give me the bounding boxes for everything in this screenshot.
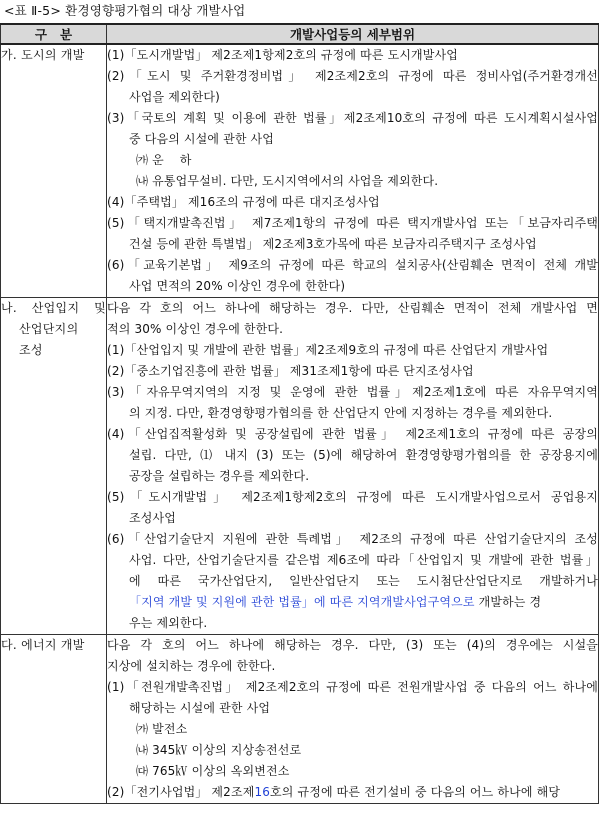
list-item: ㈏ 유통업무설비. 다만, 도시지역에서의 사업을 제외한다. (136, 174, 439, 188)
table-header-row (1, 24, 599, 44)
table-caption: <표 Ⅱ-5> 환경영향평가협의 대상 개발사업 (4, 3, 246, 18)
linked-law-reference: 「지역 개발 및 지원에 관한 법률」에 따른 지역개발사업구역으로 (129, 595, 475, 609)
list-item: 에 따른 국가산업단지, 일반산업단지 또는 도시첨단산업단지로 개발하거나 (129, 574, 598, 588)
list-item (107, 782, 598, 803)
list-item: 건설 등에 관한 특별법」 제2조제3호가목에 따른 보금자리주택지구 조성사업 (129, 237, 537, 251)
list-item: ㈎ 발전소 (136, 722, 188, 736)
list-item: 우는 제외한다. (129, 616, 208, 630)
category-label: 산업단지의 (19, 322, 79, 336)
list-item: (2)「중소기업진흥에 관한 법률」 제31조제1항에 따른 단지조성사업 (107, 364, 474, 378)
list-item: (4)「주택법」 제16조의 규정에 따른 대지조성사업 (107, 195, 380, 209)
list-item: 지상에 설치하는 경우에 한한다. (107, 659, 276, 673)
scope-cell (107, 635, 599, 804)
list-item: (6)「산업기술단지 지원에 관한 특례법」 제2조의 규정에 따른 산업기술단지의 조성 (107, 532, 598, 546)
list-item: 의 지정. 다만, 환경영향평가협의를 한 산업단지 안에 지정하는 경우를 제외한다. (129, 406, 553, 420)
list-item: 사업 면적의 20% 이상인 경우에 한한다) (129, 279, 346, 293)
category-cell (1, 298, 107, 635)
list-item: 공장을 설립하는 경우를 제외한다. (129, 469, 310, 483)
category-label: 조성 (19, 343, 43, 357)
list-item: 중 다음의 시설에 관한 사업 (129, 132, 275, 146)
list-item: (1)「도시개발법」 제2조제1항제2호의 규정에 따른 도시개발사업 (107, 48, 459, 62)
scope-cell (107, 298, 599, 635)
list-item: 다음 각 호의 어느 하나에 해당하는 경우. 다만, 산림훼손 면적이 전체 개발사업 면 (107, 301, 598, 315)
list-item: (4)「산업집적활성화 및 공장설립에 관한 법률」 제2조제1호의 규정에 따른 공장의 (107, 427, 598, 441)
list-item: (6)「교육기본법」 제9조의 규정에 따른 학교의 설치공사(산림훼손 면적이 전체 개발 (107, 258, 598, 272)
list-item-text: 개발하는 경 (474, 595, 542, 609)
highlighted-number: 16 (254, 785, 271, 799)
list-item-text: 호의 규정에 따른 전기설비 중 다음의 어느 하나에 해당 (270, 785, 561, 799)
list-item: (1)「전원개발촉진법」 제2조제2호의 규정에 따른 전원개발사업 중 다음의 어느 하나에 (107, 680, 598, 694)
category-label: 다. 에너지 개발 (1, 638, 85, 652)
category-label: 나. 산업입지 및 (1, 301, 106, 315)
header-scope: 개발사업등의 세부범위 (107, 24, 599, 44)
header-category: 구 분 (1, 24, 107, 44)
list-item: ㈐ 765㎸ 이상의 옥외변전소 (136, 764, 290, 778)
list-item: (5)「도시개발법」 제2조제1항제2호의 규정에 따른 도시개발사업으로서 공업용지 (107, 490, 598, 504)
development-projects-table (0, 23, 599, 804)
category-cell (1, 635, 107, 804)
list-item: 해당하는 시설에 관한 사업 (129, 701, 271, 715)
list-item: 다음 각 호의 어느 하나에 해당하는 경우. 다만, (3) 또는 (4)의 경우에는 시설을 (107, 638, 598, 652)
list-item: ㈏ 345㎸ 이상의 지상송전선로 (136, 743, 302, 757)
list-item-text: (2)「전기사업법」 제2조제 (107, 785, 255, 799)
list-item: (3)「자유무역지역의 지정 및 운영에 관한 법률」제2조제1호에 따른 자유무역지역 (107, 385, 598, 399)
list-item: (1)「산업입지 및 개발에 관한 법률」제2조제9호의 규정에 따른 산업단지 개발사업 (107, 343, 549, 357)
list-item: 사업. 다만, 산업기술단지를 같은법 제6조에 따라「산업입지 및 개발에 관한 법률」 (129, 553, 598, 567)
list-item (107, 592, 598, 613)
list-item: 사업을 제외한다) (129, 90, 220, 104)
category-cell (1, 44, 107, 298)
table-row (1, 298, 599, 635)
list-item: (3)「국토의 계획 및 이용에 관한 법률」제2조제10호의 규정에 따른 도시계획시설사업 (107, 111, 598, 125)
list-item: 설립. 다만, ⑴ 내지 (3) 또는 (5)에 해당하여 환경영향평가협의를 한 공장용지에 (129, 448, 598, 462)
list-item: 적의 30% 이상인 경우에 한한다. (107, 322, 284, 336)
list-item: (2)「도시 및 주거환경정비법」 제2조제2호의 규정에 따른 정비사업(주거환경개선 (107, 69, 598, 83)
table-row (1, 635, 599, 804)
category-label: 가. 도시의 개발 (1, 48, 85, 62)
list-item: 조성사업 (129, 511, 176, 525)
list-item: ㈎ 운 하 (136, 153, 192, 167)
table-row (1, 44, 599, 298)
list-item: (5)「택지개발촉진법」 제7조제1항의 규정에 따른 택지개발사업 또는「보금자리주택 (107, 216, 598, 230)
scope-cell (107, 44, 599, 298)
